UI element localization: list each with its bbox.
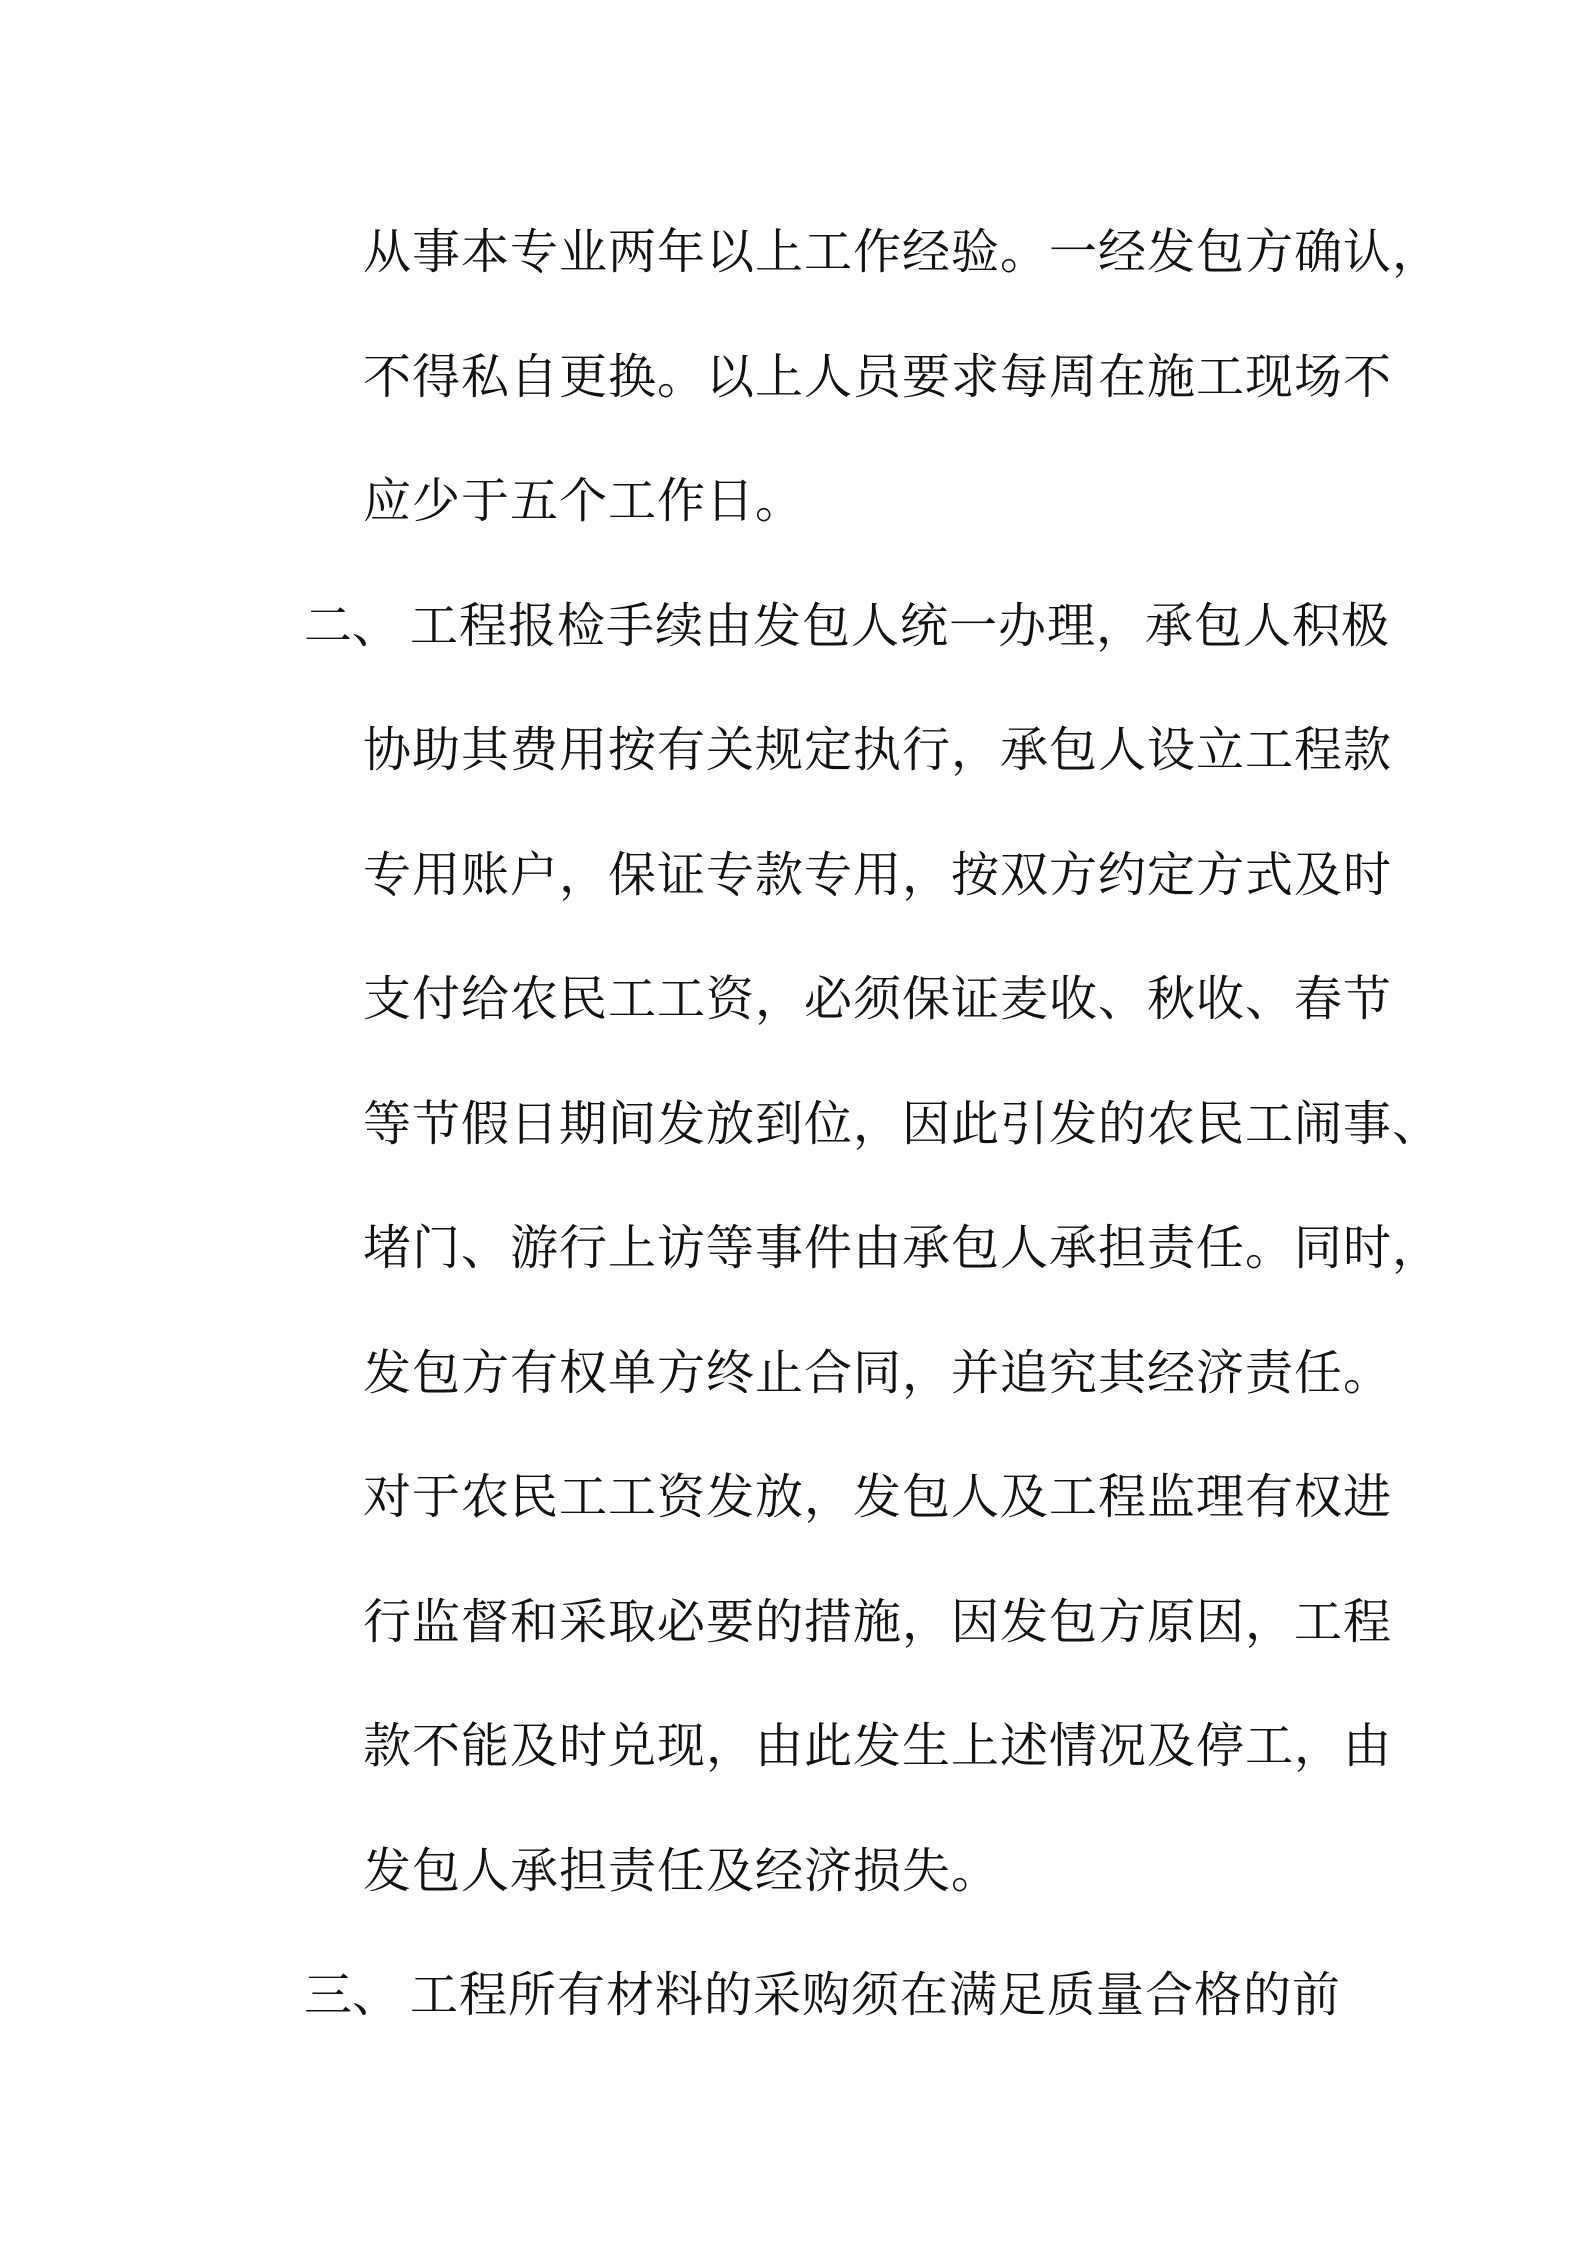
paragraph-line: 从事本专业两年以上工作经验。一经发包方确认，: [363, 224, 1442, 280]
paragraph-line: 发包方有权单方终止合同，并追究其经济责任。: [363, 1345, 1393, 1401]
paragraph-line: 款不能及时兑现，由此发生上述情况及停工，由: [363, 1718, 1393, 1774]
paragraph-line: 支付给农民工工资，必须保证麦收、秋收、春节: [363, 971, 1393, 1027]
item-3-first-line: 工程所有材料的采购须在满足质量合格的前: [410, 1967, 1342, 2023]
paragraph-line: 发包人承担责任及经济损失。: [363, 1843, 1001, 1899]
paragraph-line: 应少于五个工作日。: [363, 473, 805, 529]
item-2-first-line: 工程报检手续由发包人统一办理，承包人积极: [410, 598, 1391, 654]
paragraph-line: 堵门、游行上访等事件由承包人承担责任。同时，: [363, 1220, 1442, 1276]
paragraph-line: 协助其费用按有关规定执行，承包人设立工程款: [363, 722, 1393, 778]
item-marker-2: 二、: [304, 598, 401, 654]
item-marker-3: 三、: [304, 1967, 401, 2023]
paragraph-line: 行监督和采取必要的措施，因发包方原因，工程: [363, 1594, 1393, 1650]
paragraph-line: 不得私自更换。以上人员要求每周在施工现场不: [363, 349, 1393, 405]
paragraph-line: 等节假日期间发放到位，因此引发的农民工闹事、: [363, 1096, 1442, 1152]
paragraph-line: 专用账户，保证专款专用，按双方约定方式及时: [363, 847, 1393, 903]
paragraph-line: 对于农民工工资发放，发包人及工程监理有权进: [363, 1469, 1393, 1525]
